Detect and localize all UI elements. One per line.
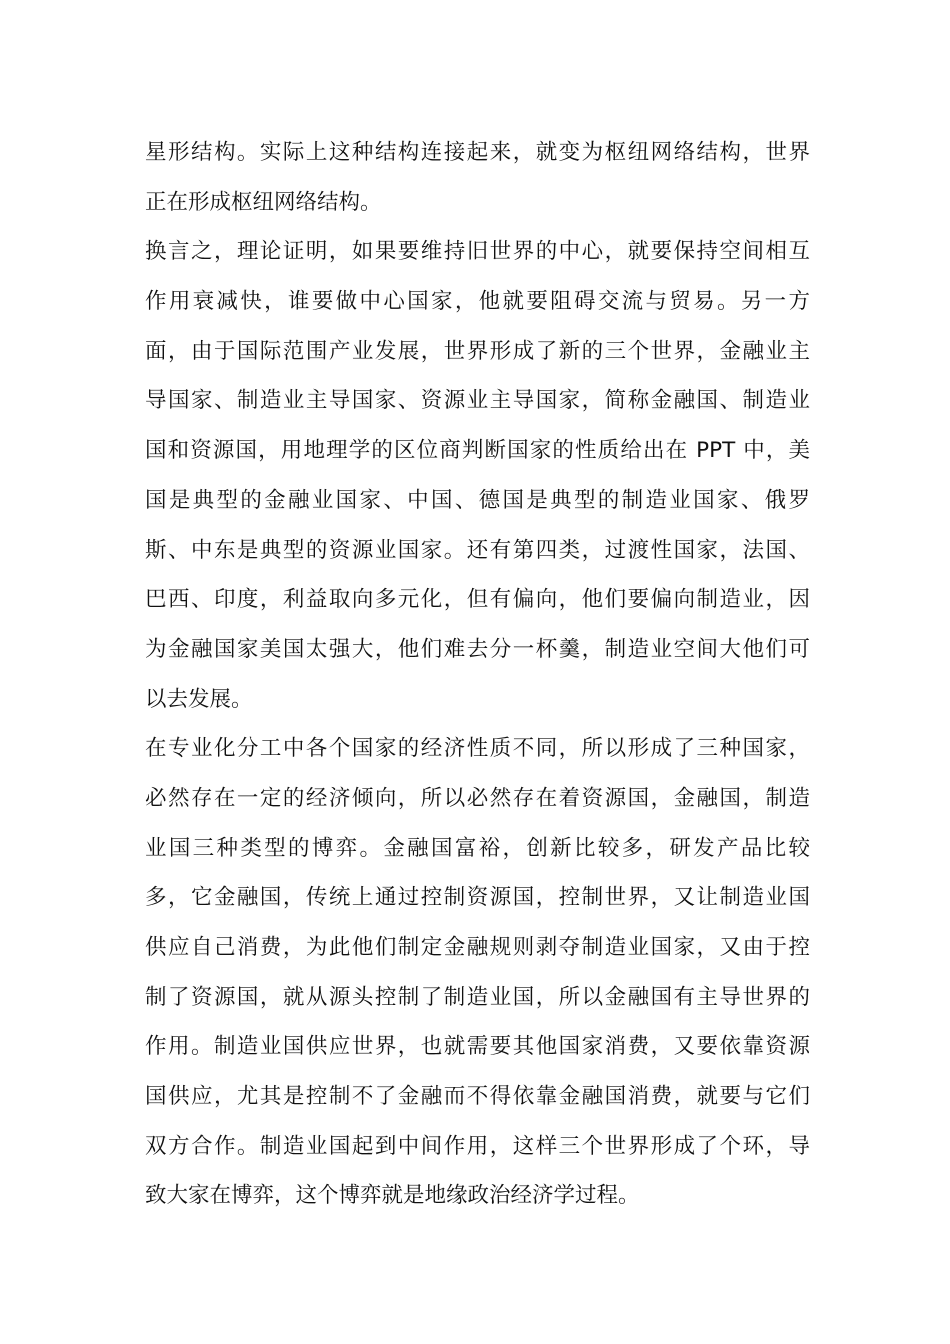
text-line: 双方合作。制造业国起到中间作用，这样三个世界形成了个环，导 — [145, 1133, 810, 1159]
text-line: 导国家、制造业主导国家、资源业主导国家，简称金融国、制造业 — [145, 388, 810, 414]
text-line: 作用衰减快，谁要做中心国家，他就要阻碍交流与贸易。另一方 — [145, 289, 810, 315]
text-line: 星形结构。实际上这种结构连接起来，就变为枢纽网络结构，世界 — [145, 140, 810, 165]
text-line: 巴西、印度，利益取向多元化，但有偏向，他们要偏向制造业，因 — [145, 587, 810, 613]
body-text — [145, 128, 810, 1221]
text-line: 供应自己消费，为此他们制定金融规则剥夺制造业国家，又由于控 — [145, 935, 810, 960]
text-line: 面，由于国际范围产业发展，世界形成了新的三个世界，金融业主 — [145, 338, 810, 364]
text-line: 国和资源国，用地理学的区位商判断国家的性质给出在 PPT 中，美 — [145, 438, 810, 464]
text-line: 业国三种类型的博弈。金融国富裕，创新比较多，研发产品比较 — [145, 835, 810, 861]
text-line: 斯、中东是典型的资源业国家。还有第四类，过渡性国家，法国、 — [145, 537, 810, 563]
text-line: 正在形成枢纽网络结构。 — [145, 189, 382, 215]
text-line: 多，它金融国，传统上通过控制资源国，控制世界，又让制造业国 — [145, 885, 810, 911]
text-line: 必然存在一定的经济倾向，所以必然存在着资源国，金融国，制造 — [145, 785, 810, 811]
text-line: 制了资源国，就从源头控制了制造业国，所以金融国有主导世界的 — [145, 984, 810, 1010]
text-line: 国供应，尤其是控制不了金融而不得依靠金融国消费，就要与它们 — [145, 1084, 810, 1110]
text-line: 在专业化分工中各个国家的经济性质不同，所以形成了三种国家， — [145, 736, 810, 762]
text-line: 作用。制造业国供应世界，也就需要其他国家消费，又要依靠资源 — [145, 1034, 810, 1060]
text-line: 国是典型的金融业国家、中国、德国是典型的制造业国家、俄罗 — [145, 487, 810, 513]
text-line: 换言之，理论证明，如果要维持旧世界的中心，就要保持空间相互 — [145, 239, 810, 265]
text-line: 致大家在博弈，这个博弈就是地缘政治经济学过程。 — [145, 1183, 640, 1209]
text-line: 为金融国家美国太强大，他们难去分一杯羹，制造业空间大他们可 — [145, 636, 810, 662]
text-line: 以去发展。 — [145, 686, 253, 712]
